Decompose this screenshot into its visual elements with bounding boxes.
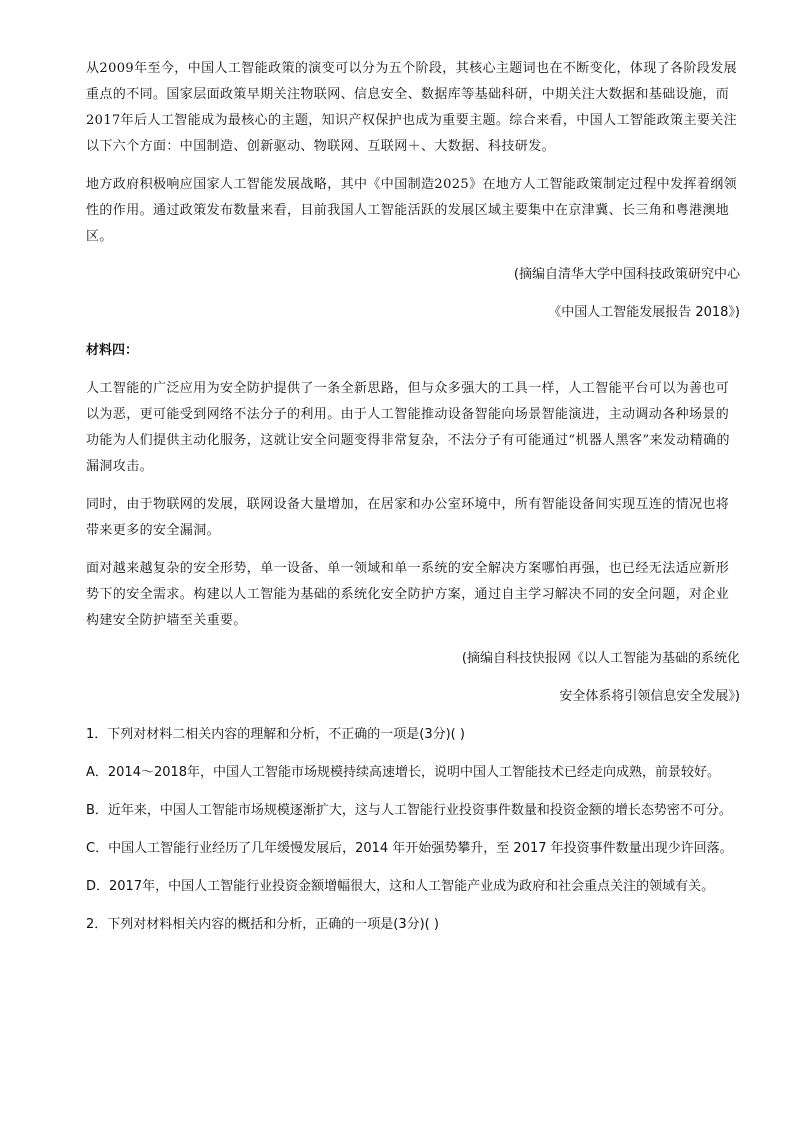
question-1-option-c: C．中国人工智能行业经历了几年缓慢发展后，2014 年开始强势攀升，至 2017 年投资事件数量出现少许回落。 xyxy=(86,841,733,856)
material4-source-line-2: 安全体系将引领信息安全发展》) xyxy=(559,689,740,704)
document-page xyxy=(86,56,740,950)
question-1: 1．下列对材料二相关内容的理解和分析，不正确的一项是(3分)( ) xyxy=(86,727,465,742)
material4-heading: 材料四： xyxy=(86,343,139,358)
material3-source-line-1: (摘编自清华大学中国科技政策研究中心 xyxy=(513,267,740,282)
question-1-option-b: B．近年来，中国人工智能市场规模逐渐扩大，这与人工智能行业投资事件数量和投资金额的增长态势密不可分。 xyxy=(86,803,732,818)
question-2: 2．下列对材料相关内容的概括和分析，正确的一项是(3分)( ) xyxy=(86,917,439,932)
material4-source-line-1: (摘编自科技快报网《以人工智能为基础的系统化 xyxy=(461,651,740,666)
material4-paragraph-2: 同时，由于物联网的发展，联网设备大量增加，在居家和办公室环境中，所有智能设备间实现互连的情况也将带来更多的安全漏洞。 xyxy=(86,497,730,538)
material3-paragraph-1: 从2009年至今，中国人工智能政策的演变可以分为五个阶段，其核心主题词也在不断变化，体现了各阶段发展重点的不同。国家层面政策早期关注物联网、信息安全、数据库等基础科研，中期关注大数据和基础设施，而2017年后人工智能成为最核心的主题，知识产权保护也成为重要主题。综合来看，中国人工智能政策主要关注以下六个方面：中国制造、创新驱动、物联网、互联网＋、大数据、科技研发。 xyxy=(86,61,738,154)
material4-paragraph-1: 人工智能的广泛应用为安全防护提供了一条全新思路，但与众多强大的工具一样，人工智能平台可以为善也可以为恶，更可能受到网络不法分子的利用。由于人工智能推动设备智能向场景智能演进，主动调动各种场景的功能为人们提供主动化服务，这就让安全问题变得非常复杂，不法分子有可能通过“机器人黑客”来发动精确的漏洞攻击。 xyxy=(86,381,730,474)
question-1-option-a: A．2014～2018年，中国人工智能市场规模持续高速增长，说明中国人工智能技术已经走向成熟，前景较好。 xyxy=(86,765,721,780)
material3-source-line-2: 《中国人工智能发展报告 2018》) xyxy=(548,305,740,320)
question-1-option-d: D．2017年，中国人工智能行业投资金额增幅很大，这和人工智能产业成为政府和社会重点关注的领域有关。 xyxy=(86,879,715,894)
material3-paragraph-2: 地方政府积极响应国家人工智能发展战略，其中《中国制造2025》在地方人工智能政策制定过程中发挥着纲领性的作用。通过政策发布数量来看，目前我国人工智能活跃的发展区域主要集中在京津冀、长三角和粤港澳地区。 xyxy=(86,177,738,244)
material4-paragraph-3: 面对越来越复杂的安全形势，单一设备、单一领域和单一系统的安全解决方案哪怕再强，也已经无法适应新形势下的安全需求。构建以人工智能为基础的系统化安全防护方案，通过自主学习解决不同的安全问题，对企业构建安全防护墙至关重要。 xyxy=(86,561,730,628)
